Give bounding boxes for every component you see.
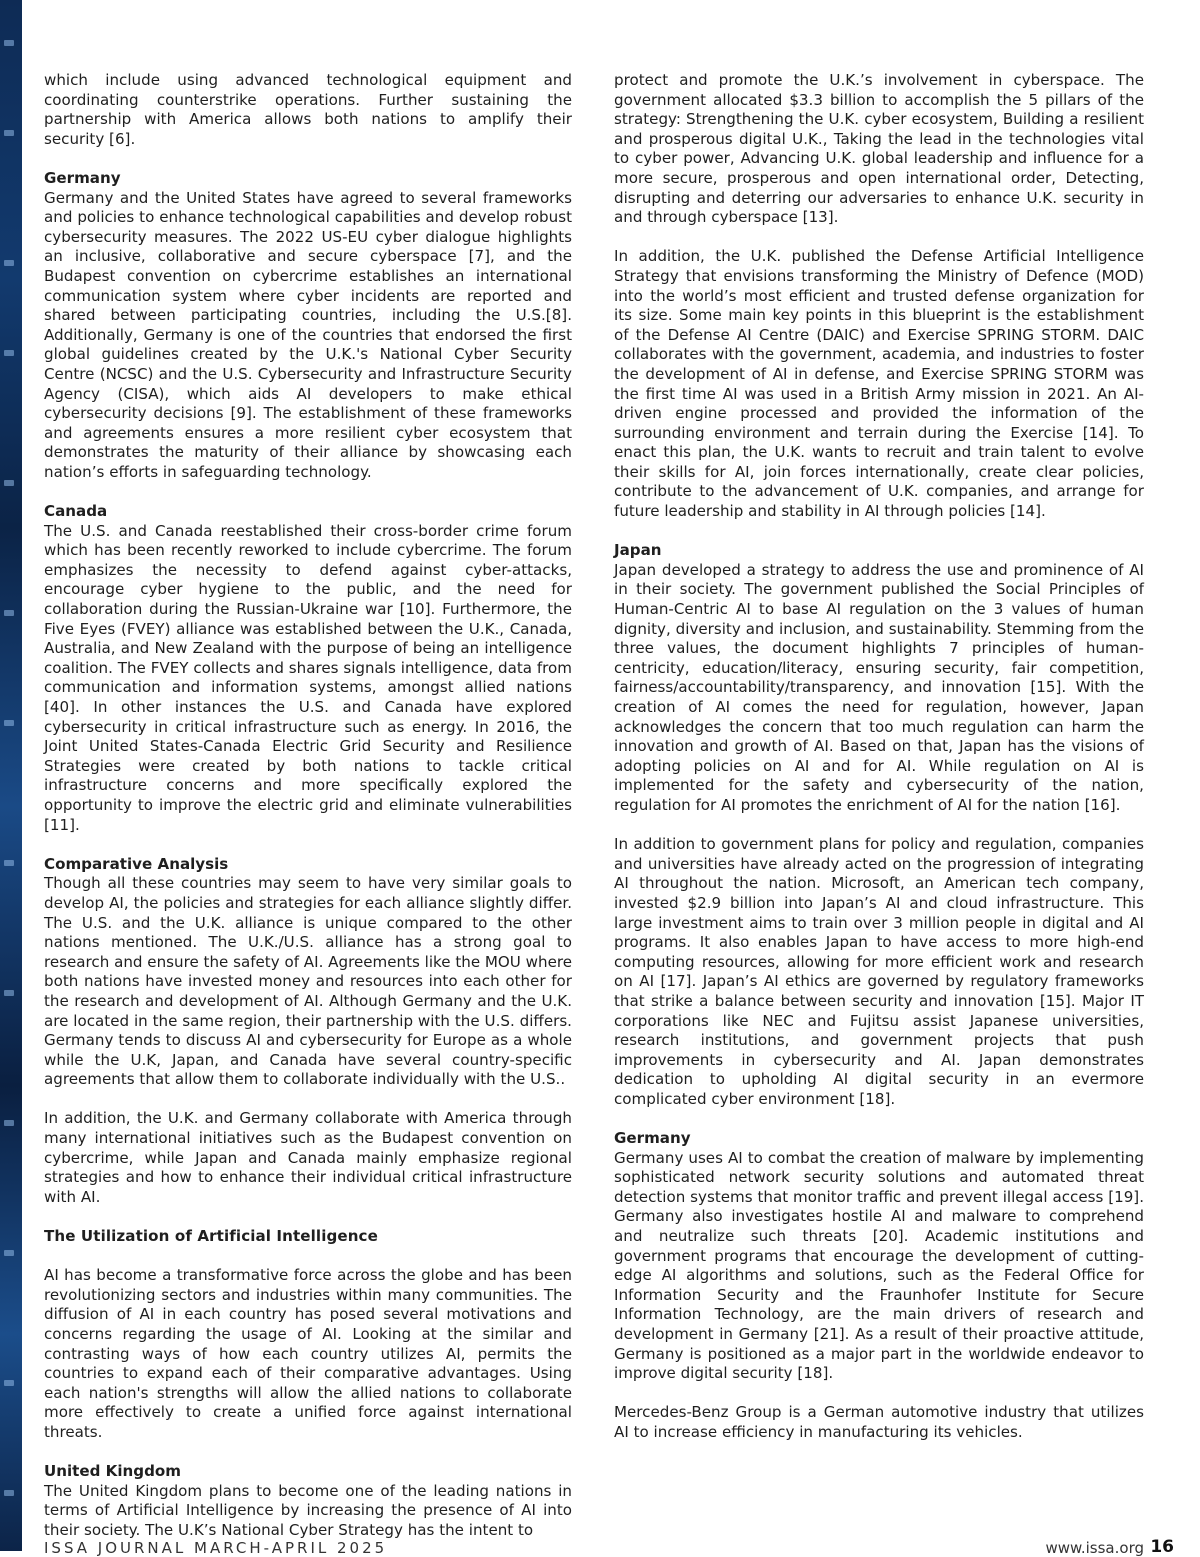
paragraph: Japan developed a strategy to address the use and prominence of AI in their society. The government published the Social Principles of Human-Centric AI to base AI regulation on the 3 values of human dignity, diversity and inclusion, and sustainability. Stemming from the three values, the document highlights 7 principles of human-centricity, education/literacy, ensuring security, fair competition, fairness/accountability/transparency, and innovation [15]. With the creation of AI comes the need for regulation, however, Japan acknowledges the concern that too much regulation can harm the innovation and growth of AI. Based on that, Japan has the visions of adopting policies on AI and for AI. While regulation on AI is implemented for the safety and cybersecurity of the nation, regulation for AI promotes the enrichment of AI for the nation [16].	[614, 560, 1144, 814]
paragraph: Mercedes-Benz Group is a German automotive industry that utilizes AI to increase efficiency in manufacturing its vehicles.	[614, 1403, 1144, 1441]
section-heading-comparative-analysis: Comparative Analysis	[44, 854, 229, 873]
paragraph: which include using advanced technological equipment and coordinating counterstrike operations. Further sustaining the partnership with America allows both nations to amplify their security [6].	[44, 71, 572, 148]
section-heading-germany: Germany	[44, 168, 121, 187]
section-heading-germany-ai: Germany	[614, 1129, 691, 1148]
decorative-side-strip	[0, 0, 22, 1551]
right-column	[614, 71, 1144, 1443]
page-number: 16	[1150, 1537, 1174, 1557]
journal-title: ISSA JOURNAL MARCH-APRIL 2025	[44, 1539, 388, 1557]
paragraph: In addition, the U.K. published the Defense Artificial Intelligence Strategy that envisions transforming the Ministry of Defence (MOD) into the world’s most efficient and trusted defense organization for its size. Some main key points in this blueprint is the establishment of the Defense AI Centre (DAIC) and Exercise SPRING STORM. DAIC collaborates with the government, academia, and industries to foster the development of AI in defense, and Exercise SPRING STORM was the first time AI was used in a British Army mission in 2021. An AI-driven engine processed and provided the information of the surrounding environment and terrain during the Exercise [14]. To enact this plan, the U.K. wants to recruit and train talent to evolve their skills for AI, join forces internationally, create clear policies, contribute to the advancement of U.K. companies, and arrange for future leadership and stability in AI through policies [14].	[614, 247, 1144, 521]
website-link[interactable]: www.issa.org	[1045, 1539, 1144, 1557]
paragraph: AI has become a transformative force across the globe and has been revolutionizing sectors and industries within many communities. The diffusion of AI in each country has posed several motivations and concerns regarding the usage of AI. Looking at the similar and contrasting ways of how each country utilizes AI, permits the countries to expand each of their comparative advantages. Using each nation's strengths will allow the allied nations to collaborate more effectively to create a unified force against international threats.	[44, 1266, 572, 1441]
paragraph: The U.S. and Canada reestablished their cross-border crime forum which has been recently reworked to include cybercrime. The forum emphasizes the necessity to defend against cyber-attacks, encourage cyber hygiene to the public, and the need for collaboration during the Russian-Ukraine war [10]. Furthermore, the Five Eyes (FVEY) alliance was established between the U.K., Canada, Australia, and New Zealand with the purpose of being an intelligence coalition. The FVEY collects and shares signals intelligence, data from communication and information systems, amongst allied nations [40]. In other instances the U.S. and Canada have explored cybersecurity in critical infrastructure such as energy. In 2016, the Joint United States-Canada Electric Grid Security and Resilience Strategies were created by both nations to tackle critical infrastructure concerns and more specifically explored the opportunity to improve the electric grid and eliminate vulnerabilities [11].	[44, 521, 572, 834]
paragraph: Germany and the United States have agreed to several frameworks and policies to enhance technological capabilities and develop robust cybersecurity measures. The 2022 US-EU cyber dialogue highlights an inclusive, collaborative and secure cyberspace [7], and the Budapest convention on cybercrime establishes an international communication system where cyber incidents are reported and shared between participating countries, including the U.S.[8]. Additionally, Germany is one of the countries that endorsed the first global guidelines created by the U.K.'s National Cyber Security Centre (NCSC) and the U.S. Cybersecurity and Infrastructure Security Agency (CISA), which aids AI developers to make ethical cybersecurity decisions [9]. The establishment of these frameworks and agreements ensures a more resilient cyber ecosystem that demonstrates the maturity of their alliance by showcasing each nation’s efforts in safeguarding technology.	[44, 188, 572, 481]
paragraph: In addition to government plans for policy and regulation, companies and universities have already acted on the progression of integrating AI throughout the nation. Microsoft, an American tech company, invested $2.9 billion into Japan’s AI and cloud infrastructure. This large investment aims to train over 3 million people in digital and AI programs. It also enables Japan to have access to more high-end computing resources, allowing for more efficient work and research on AI [17]. Japan’s AI ethics are governed by regulatory frameworks that strike a balance between security and innovation [15]. Major IT corporations like NEC and Fujitsu assist Japanese universities, research institutions, and government projects that push improvements in cybersecurity and AI. Japan demonstrates dedication to upholding AI digital security in an evermore complicated cyber environment [18].	[614, 835, 1144, 1108]
paragraph: In addition, the U.K. and Germany collaborate with America through many international initiatives such as the Budapest convention on cybercrime, while Japan and Canada mainly emphasize regional strategies and how to enhance their individual critical infrastructure with AI.	[44, 1109, 572, 1206]
section-heading-united-kingdom: United Kingdom	[44, 1462, 182, 1481]
paragraph: The United Kingdom plans to become one of the leading nations in terms of Artificial Intelligence by increasing the presence of AI into their society. The U.K’s National Cyber Strategy has the intent to	[44, 1481, 572, 1539]
paragraph: Germany uses AI to combat the creation of malware by implementing sophisticated network security solutions and automated threat detection systems that monitor traffic and prevent illegal access [19]. Germany also investigates hostile AI and malware to comprehend and neutralize such threats [20]. Academic institutions and government programs that encourage the development of cutting-edge AI algorithms and solutions, such as the Federal Office for Information Security and the Fraunhofer Institute for Secure Information Technology, are the main drivers of research and development in Germany [21]. As a result of their proactive attitude, Germany is positioned as a major part in the worldwide endeavor to improve digital security [18].	[614, 1148, 1144, 1383]
section-heading-japan: Japan	[614, 541, 662, 560]
left-column	[44, 71, 572, 1541]
section-heading-ai-utilization: The Utilization of Artificial Intelligence	[44, 1227, 378, 1246]
section-heading-canada: Canada	[44, 502, 108, 521]
paragraph: Though all these countries may seem to have very similar goals to develop AI, the policies and strategies for each alliance slightly differ. The U.S. and the U.K. alliance is unique compared to the other nations mentioned. The U.K./U.S. alliance has a strong goal to research and ensure the safety of AI. Agreements like the MOU where both nations have invested money and resources into each other for the research and development of AI. Although Germany and the U.K. are located in the same region, their partnership with the U.S. differs. Germany tends to discuss AI and cybersecurity for Europe as a whole while the U.K, Japan, and Canada have several country-specific agreements that allow them to collaborate individually with the U.S..	[44, 874, 573, 1089]
paragraph: protect and promote the U.K.’s involvement in cyberspace. The government allocated $3.3 billion to accomplish the 5 pillars of the strategy: Strengthening the U.K. cyber ecosystem, Building a resilient and prosperous digital U.K., Taking the lead in the technologies vital to cyber power, Advancing U.K. global leadership and influence for a more secure, prosperous and open international order, Detecting, disrupting and deterring our adversaries to enhance U.K. security in and through cyberspace [13].	[614, 71, 1144, 227]
